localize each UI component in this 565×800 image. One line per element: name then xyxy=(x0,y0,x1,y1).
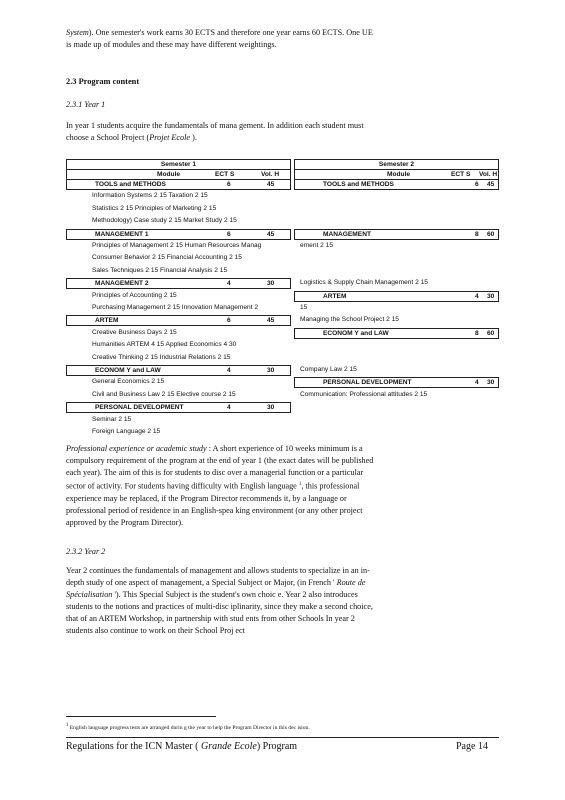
section-heading: 2.3 Program content xyxy=(66,77,140,86)
module-name: TOOLS and METHODS xyxy=(323,181,394,188)
footer-title-italic: Grande Ecole xyxy=(198,741,257,752)
professional-line-4: sector of activity. For students having difficulty with English language xyxy=(66,481,299,491)
semester-2-module-group xyxy=(294,229,499,240)
semester-2-module-group xyxy=(294,328,499,339)
module-hours: 30 xyxy=(267,404,275,412)
module-header-2: Module xyxy=(387,171,411,178)
intro-paragraph xyxy=(66,27,496,51)
module-name: MANAGEMENT xyxy=(323,230,371,238)
year1-line-2a: choose a School Project ( xyxy=(66,133,150,142)
semester-2-course-line: Managing the School Project 2 15 xyxy=(300,316,399,324)
semester-1-course-line: Creative Business Days 2 15 xyxy=(92,328,177,336)
semester-1-course-line: General Economics 2 15 xyxy=(92,378,165,386)
professional-line-4b: , this professional xyxy=(301,481,360,491)
year2-line-2a: depth study of one aspect of management, a Special Subject or Major, (in French ' xyxy=(66,578,337,587)
footnote-mark: 1 xyxy=(66,723,69,728)
semester-2-blank-line xyxy=(294,340,499,349)
semester-2-blank-line xyxy=(294,191,499,200)
semester-1-course-line: Seminar 2 15 xyxy=(92,415,132,423)
semester-2-blank-line xyxy=(294,353,499,362)
semester-2-blank-line xyxy=(294,253,499,262)
module-name: PERSONAL DEVELOPMENT xyxy=(323,379,412,387)
module-name: ECONOM Y and LAW xyxy=(323,329,389,337)
subsection-year1: 2.3.1 Year 1 xyxy=(66,100,106,109)
semester-1-module-group xyxy=(66,315,291,326)
footer-title xyxy=(66,741,297,752)
semester-1-course-line: Humanities ARTEM 4 15 Applied Economics 4 30 xyxy=(92,341,237,349)
footer-title-b: ) Program xyxy=(256,741,298,752)
semester-1-course-line: Creative Thinking 2 15 Industrial Relations 2 15 xyxy=(92,353,231,361)
module-ects: 6 xyxy=(227,181,231,188)
subsection-year2: 2.3.2 Year 2 xyxy=(66,547,106,556)
year2-line-1: Year 2 continues the fundamentals of management and allows students to specialize in an in- xyxy=(66,566,370,575)
year2-italic-2: Spécialisation xyxy=(66,590,113,599)
semester-2-course-line: 15 xyxy=(300,304,308,311)
module-hours: 45 xyxy=(267,230,275,238)
footnote-mark-ref: 1 xyxy=(298,482,302,487)
module-hours: 30 xyxy=(267,280,275,288)
ects-header-2: ECT S xyxy=(451,171,471,178)
professional-lead: Professional experience or academic study xyxy=(66,444,207,453)
professional-line-2: compulsory requirement of the program at the end of year 1 (the exact dates will be published xyxy=(66,456,374,465)
footer-divider xyxy=(66,737,499,738)
professional-line-6: professional period of residence in an English-spea king environment (or any other project xyxy=(66,505,363,515)
footnote xyxy=(66,723,310,731)
module-hours: 60 xyxy=(487,329,495,337)
year1-paragraph xyxy=(66,120,496,144)
module-name: MANAGEMENT 2 xyxy=(95,280,149,288)
module-name: ECONOM Y and LAW xyxy=(95,367,161,374)
module-name: TOOLS and METHODS xyxy=(95,181,166,188)
intro-line-1: ). One semester's work earns 30 ECTS and therefore one year earns 60 ECTS. One UE xyxy=(88,28,373,37)
module-ects: 6 xyxy=(475,181,479,188)
professional-line-5: experience may be replaced, if the Program Director recommends it, by a language or xyxy=(66,493,347,503)
semester-2-blank-line xyxy=(294,266,499,275)
footer-title-a: Regulations for the ICN Master ( xyxy=(66,741,199,752)
intro-italic: System xyxy=(66,28,89,37)
semester-2-title: Semester 2 xyxy=(294,159,499,170)
module-ects: 4 xyxy=(227,280,231,288)
semester-1-course-line: Consumer Behavior 2 15 Financial Accounting 2 15 xyxy=(92,254,242,262)
year1-line-1: In year 1 students acquire the fundamentals of mana gement. In addition each student must xyxy=(66,121,364,130)
semester-1-module-group xyxy=(66,278,291,289)
footnote-divider xyxy=(66,716,216,717)
volh-header: Vol. H xyxy=(261,171,280,178)
module-ects: 4 xyxy=(227,367,231,374)
module-ects: 4 xyxy=(227,404,231,412)
page-number: Page 14 xyxy=(456,741,488,752)
semester-1-module-group xyxy=(66,179,291,190)
year2-paragraph xyxy=(66,565,496,637)
year2-italic-1: Route de xyxy=(336,578,366,587)
professional-line-7: approved by the Program Director). xyxy=(66,517,184,527)
semester-2-module-group xyxy=(294,291,499,302)
semester-1-course-line: Purchasing Management 2 15 Innovation Management 2 xyxy=(92,304,259,311)
module-ects: 4 xyxy=(475,379,479,387)
year2-line-3: '). This Special Subject is the student's own choic e. Year 2 also introduces xyxy=(112,590,358,599)
semester-1-module-group xyxy=(66,229,291,240)
module-hours: 30 xyxy=(487,379,495,387)
semester-2-course-line: Communication: Professional attitudes 2 15 xyxy=(300,390,428,398)
year1-line-2b: ). xyxy=(190,133,197,142)
ects-header: ECT S xyxy=(215,171,235,178)
semester-2-course-line: Company Law 2 15 xyxy=(300,366,357,373)
semester-1-module-group xyxy=(66,402,291,413)
semester-1-course-line: Principles of Management 2 15 Human Resources Manag xyxy=(92,242,262,249)
module-ects: 4 xyxy=(475,292,479,300)
module-name: PERSONAL DEVELOPMENT xyxy=(95,404,184,412)
semester-2-course-line: Logistics & Supply Chain Management 2 15 xyxy=(300,279,428,287)
volh-header-2: Vol. H xyxy=(479,171,498,178)
intro-line-2: is made up of modules and these may have different weightings. xyxy=(66,40,277,49)
footnote-text: English language progress tests are arranged durin g the year to help the Program Director in this dec ision. xyxy=(68,724,310,731)
semester-2-module-group xyxy=(294,179,499,190)
module-header: Module xyxy=(157,171,181,178)
module-name: ARTEM xyxy=(323,292,347,300)
semester-1-title: Semester 1 xyxy=(66,159,291,170)
year2-line-5: that of an ARTEM Workshop, in partnership with stud ents from other Schools In year 2 xyxy=(66,614,355,623)
year2-line-4: students to the notions and practices of multi-disc iplinarity, since they make a second choice, xyxy=(66,602,373,611)
semester-2-blank-line xyxy=(294,216,499,225)
professional-line-1: : A short experience of 10 weeks minimum is a xyxy=(206,444,363,453)
semester-1-course-line: Statistics 2 15 Principles of Marketing 2 15 xyxy=(92,204,217,212)
semester-2-module-group xyxy=(294,377,499,388)
module-name: ARTEM xyxy=(95,317,119,325)
module-hours: 45 xyxy=(267,181,275,188)
module-hours: 30 xyxy=(487,292,495,300)
module-ects: 8 xyxy=(475,329,479,337)
module-name: MANAGEMENT 1 xyxy=(95,230,149,238)
professional-line-3: each year). The aim of this is for students to disc over a managerial function or a particular xyxy=(66,468,364,477)
module-ects: 8 xyxy=(475,230,479,238)
module-hours: 60 xyxy=(487,230,495,238)
semester-2-course-line: ement 2 15 xyxy=(300,242,333,249)
semester-1-course-line: Sales Techniques 2 15 Financial Analysis 2 15 xyxy=(92,266,228,274)
semester-1-module-group xyxy=(66,365,291,376)
module-ects: 6 xyxy=(227,317,231,325)
semester-1-course-line: Information Systems 2 15 Taxation 2 15 xyxy=(92,192,208,200)
semester-1-course-line: Methodology) Case study 2 15 Market Study 2 15 xyxy=(92,217,237,225)
professional-paragraph xyxy=(66,443,496,529)
module-ects: 6 xyxy=(227,230,231,238)
module-hours: 30 xyxy=(267,367,275,374)
semester-1-course-line: Principles of Accounting 2 15 xyxy=(92,291,177,299)
module-hours: 45 xyxy=(267,317,275,325)
semester-2-blank-line xyxy=(294,204,499,213)
semester-1-course-line: Foreign Language 2 15 xyxy=(92,428,161,435)
program-table xyxy=(66,159,499,435)
module-hours: 45 xyxy=(487,181,495,188)
year2-line-6: students also continue to work on their School Proj ect xyxy=(66,626,245,635)
semester-1-course-line: Civil and Business Law 2 15 Elective course 2 15 xyxy=(92,390,236,398)
year1-italic: Projet Ecole xyxy=(149,133,191,142)
